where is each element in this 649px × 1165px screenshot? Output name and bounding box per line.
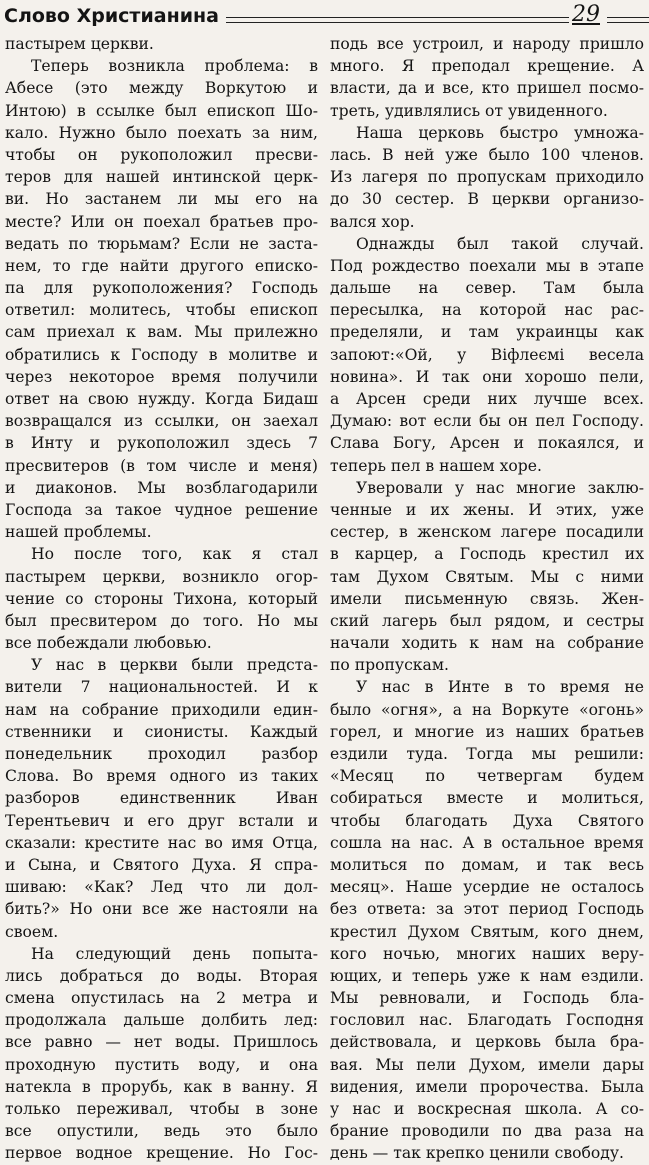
- text-line: сам приехал к вам. Мы прилежно: [5, 323, 318, 342]
- text-line: без ответа: за этот период Господь: [330, 900, 644, 919]
- text-line: разборов единственник Иван: [5, 789, 318, 808]
- text-line: кало. Нужно было поехать за ним,: [5, 123, 318, 142]
- text-line: все равно — нет воды. Пришлось: [5, 1033, 318, 1052]
- publication-title: Слово Христианина: [4, 5, 219, 27]
- left-text-column: [5, 33, 318, 1165]
- text-line: кого ночью, многих наших веру-: [330, 944, 644, 963]
- text-line: треть, удивлялись от увиденного.: [330, 101, 608, 120]
- text-line: все побеждали любовью.: [5, 634, 212, 653]
- text-line: сошла на нас. А в остальное время: [330, 833, 644, 852]
- text-line: Господа за такое чудное решение: [5, 500, 318, 519]
- text-line: ездили туда. Тогда мы решили:: [330, 745, 644, 763]
- text-line: пределяли, и там украинцы как: [330, 323, 644, 342]
- text-line: много. Я преподал крещение. А: [330, 57, 644, 76]
- text-line: нем, то где найти другого еписко-: [5, 256, 318, 275]
- text-line: теров для нашей интинской церк-: [5, 168, 318, 187]
- text-line: до 30 сестер. В церкви организо-: [330, 190, 644, 209]
- text-line: месяц». Наше усердие не осталось: [330, 878, 644, 897]
- text-line: гословил нас. Благодать Господня: [330, 1011, 644, 1030]
- text-line: своем.: [5, 922, 59, 941]
- text-line: и Сына, и Святого Духа. Я спра-: [5, 855, 318, 874]
- text-line: чение со стороны Тихона, который: [5, 589, 318, 608]
- text-line: ведать по тюрьмам? Если не заста-: [5, 234, 318, 253]
- right-text-column: [330, 33, 644, 1165]
- text-line: обратились к Господу в молитве и: [5, 345, 318, 364]
- text-line: теперь пел в нашем хоре.: [330, 456, 542, 475]
- text-line: начали ходить к нам на собрание: [330, 634, 644, 653]
- text-line: лась. В ней уже было 100 членов.: [330, 145, 644, 164]
- text-line: ответ на свою нужду. Когда Бидаш: [5, 390, 318, 408]
- text-line: власти, да и все, кто пришел посмо-: [330, 79, 644, 98]
- text-line: бить?» Но они все же настояли на: [5, 900, 318, 919]
- text-line: ственники и сионисты. Каждый: [5, 722, 318, 741]
- text-line: было «огня», а на Воркуте «огонь»: [330, 700, 644, 719]
- text-line: только переживал, чтобы в зоне: [5, 1100, 318, 1118]
- text-line: На следующий день попыта-: [31, 944, 318, 963]
- header-rule: [226, 22, 569, 23]
- text-line: Абесе (это между Воркутою и: [5, 79, 318, 98]
- text-line: был пресвитером до того. Но мы: [5, 611, 318, 630]
- text-line: Уверовали у нас многие заклю-: [356, 478, 644, 497]
- text-line: первое водное крещение. Но Гос-: [5, 1144, 318, 1163]
- text-line: Думаю: вот если бы он пел Господу.: [330, 412, 644, 431]
- text-line: сестер, в женском лагере посадили: [330, 523, 644, 542]
- text-line: пастырем церкви.: [5, 35, 154, 53]
- text-line: крестил Духом Святым, кого днем,: [330, 922, 644, 941]
- text-line: У нас в церкви были предста-: [31, 656, 318, 675]
- text-line: Наша церковь быстро умножа-: [356, 123, 644, 142]
- text-line: Слава Богу, Арсен и покаялся, и: [330, 434, 644, 453]
- text-line: возвращался из ссылки, он заехал: [5, 412, 318, 431]
- text-line: нашей проблемы.: [5, 523, 152, 542]
- text-line: видения, имели пророчества. Была: [330, 1077, 644, 1096]
- text-line: Терентьевич и его друг встали и: [5, 811, 318, 830]
- text-line: подь все устроил, и народу пришло: [330, 35, 644, 53]
- text-line: продолжала дальше долбить лед:: [5, 1011, 318, 1030]
- text-line: и диаконов. Мы возблагодарили: [5, 478, 318, 497]
- text-line: пресвитеров (в том числе и меня): [5, 456, 318, 475]
- text-line: смена опустилась на 2 метра и: [5, 989, 318, 1008]
- text-line: все опустили, ведь это было: [5, 1122, 318, 1141]
- text-line: сказали: крестите нас во имя Отца,: [5, 833, 318, 852]
- text-line: вался хор.: [330, 212, 415, 231]
- text-line: пересылка, на которой нас рас-: [330, 301, 644, 320]
- text-line: Но после того, как я стал: [31, 545, 318, 564]
- text-line: Под рождество поехали мы в этапе: [330, 256, 644, 275]
- text-line: собираться вместе и молиться,: [330, 789, 644, 808]
- text-line: натекла в прорубь, как в ванну. Я: [5, 1077, 318, 1096]
- text-line: шиваю: «Как? Лед что ли дол-: [5, 878, 318, 897]
- text-line: ответил: молитесь, чтобы епископ: [5, 301, 318, 320]
- header-rule: [226, 17, 569, 18]
- text-line: Из лагеря по пропускам приходило: [330, 168, 644, 187]
- running-header: [0, 2, 649, 32]
- text-line: а Арсен среди них лучше всех.: [330, 390, 644, 408]
- text-line: запоют:«Ой, у Віфлеємі весела: [330, 345, 644, 364]
- text-line: Однажды был такой случай.: [356, 234, 644, 253]
- text-line: чтобы благодать Духа Святого: [330, 811, 644, 830]
- text-line: Интою) в ссылке был епископ Шо-: [5, 101, 318, 120]
- text-line: в карцер, а Господь крестил их: [330, 545, 644, 564]
- text-line: Слова. Во время одного из таких: [5, 767, 318, 786]
- text-line: ющих, и теперь уже к нам ездили.: [330, 966, 644, 985]
- text-line: по пропускам.: [330, 656, 449, 675]
- text-line: ви. Но застанем ли мы его на: [5, 190, 318, 209]
- text-line: «Месяц по четвергам будем: [330, 767, 644, 786]
- text-line: ский лагерь был рядом, и сестры: [330, 611, 644, 630]
- text-line: лись добраться до воды. Вторая: [5, 966, 318, 985]
- text-line: молиться по домам, и так весь: [330, 855, 644, 874]
- header-rule: [607, 17, 649, 18]
- header-rule: [607, 22, 649, 23]
- text-line: Теперь возникла проблема: в: [31, 57, 318, 76]
- text-line: день — так крепко ценили свободу.: [330, 1144, 624, 1163]
- text-line: Мы ревновали, и Господь бла-: [330, 989, 644, 1008]
- text-line: пастырем церкви, возникло огор-: [5, 567, 318, 586]
- text-line: чтобы он рукоположил пресви-: [5, 145, 318, 164]
- text-line: вая. Мы пели Духом, имели дары: [330, 1055, 644, 1074]
- text-line: месте? Или он поехал братьев про-: [5, 212, 318, 231]
- text-line: нам на собрание приходили един-: [5, 700, 318, 719]
- text-line: брание проводили по два раза на: [330, 1122, 644, 1141]
- text-line: ченные и их жены. И этих, уже: [330, 500, 644, 519]
- text-line: через некоторое время получили: [5, 367, 318, 386]
- text-line: вители 7 национальностей. И к: [5, 678, 318, 697]
- text-line: дальше на север. Там была: [330, 279, 644, 298]
- text-line: понедельник проходил разбор: [5, 745, 318, 763]
- text-line: в Инту и рукоположил здесь 7: [5, 434, 318, 453]
- text-line: проходную пустить воду, и она: [5, 1055, 318, 1074]
- text-line: новина». И так они хорошо пели,: [330, 367, 644, 386]
- text-line: там Духом Святым. Мы с ними: [330, 567, 644, 586]
- page-number: 29: [572, 2, 600, 27]
- text-line: У нас в Инте в то время не: [356, 678, 644, 697]
- text-line: у нас и воскресная школа. А со-: [330, 1100, 644, 1118]
- text-line: имели письменную связь. Жен-: [330, 589, 644, 608]
- text-line: па для рукоположения? Господь: [5, 279, 318, 298]
- text-line: горел, и многие из наших братьев: [330, 722, 644, 741]
- text-line: действовала, и церковь была бра-: [330, 1033, 644, 1052]
